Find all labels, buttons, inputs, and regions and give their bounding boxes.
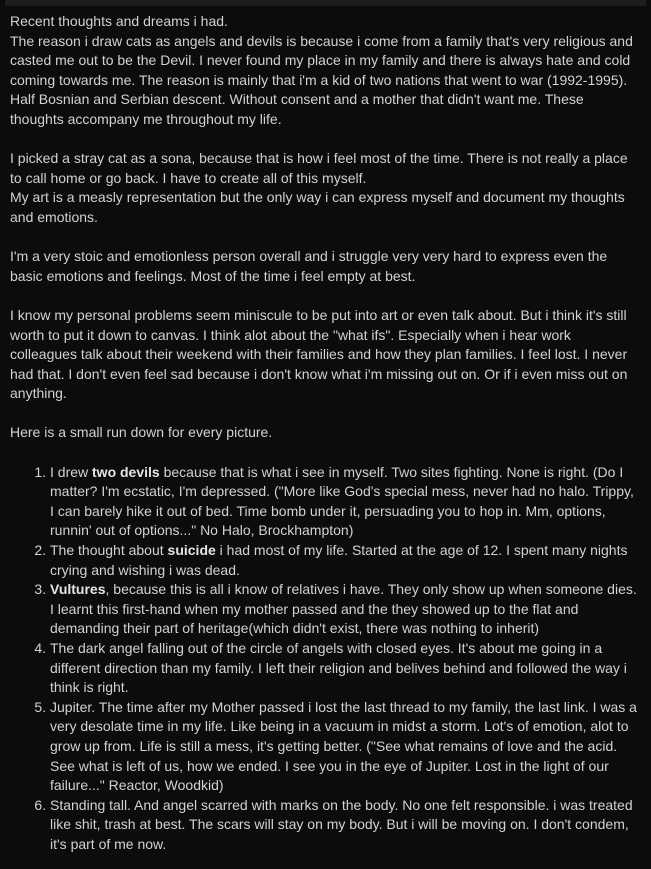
spacer xyxy=(10,443,638,463)
list-item: 6. Standing tall. And angel scarred with marks on the body. No one felt responsible. i was treated like shit, trash at best. The scars will stay on my body. But i will be moving on. I don't condem, it's part of me now. xyxy=(50,796,638,855)
intro-title: Recent thoughts and dreams i had. xyxy=(10,13,228,29)
list-item: 4. The dark angel falling out of the circle of angels with closed eyes. It's about me going in a different direction than my family. I left their religion and belives behind and followed the way i think is right. xyxy=(50,639,638,698)
list-item: 5. Jupiter. The time after my Mother passed i lost the last thread to my family, the last link. I was a very desolate time in my life. Like being in a vacuum in midst a storm. Lot's of emotion, alot to grow up from. Life is still a mess, it's getting better. ("See what remains of love and the acid. See what is left of us, how we ended. I see you in the eye of Jupiter. Lost in the light of our failure..." Reactor, Woodkid) xyxy=(50,698,638,796)
paragraph-art: My art is a measly representation but the only way i can express myself and document my thoughts and emotions. xyxy=(10,189,625,225)
top-divider xyxy=(5,0,646,6)
paragraph-background: The reason i draw cats as angels and devils is because i come from a family that's very religious and casted me out to be the Devil. I never found my place in my family and there is always hate and cold coming towards me. The reason is mainly that i'm a kid of two nations that went to war (1992-1995). Half Bosnian and Serbian descent. Without consent and a mother that didn't want me. These thoughts accompany me throughout my life. xyxy=(10,32,633,127)
list-item: 3. Vultures, because this is all i know of relatives i have. They only show up when someone dies. I learnt this first-hand when my mother passed and the they showed up to the flat and demanding their part of heritage(which didn't exist, there was nothing to inherit) xyxy=(50,580,638,639)
picture-list xyxy=(10,463,638,855)
spacer xyxy=(10,130,638,150)
spacer xyxy=(10,286,638,306)
list-item: 2. The thought about suicide i had most of my life. Started at the age of 12. I spent many nights crying and wishing i was dead. xyxy=(50,541,638,580)
paragraph-problems: I know my personal problems seem miniscule to be put into art or even talk about. But i think it's still worth to put it down to canvas. I think alot about the "what ifs". Especially when i hear work colleagues talk about their weekend with their families and how they plan families. I feel lost. I never had that. I don't even feel sad because i don't know what i'm missing out on. Or if i even miss out on anything. xyxy=(10,306,628,402)
paragraph-rundown-intro: Here is a small run down for every picture. xyxy=(10,424,273,441)
list-item: 1. I drew two devils because that is what i see in myself. Two sites fighting. None is right. (Do I matter? I'm ecstatic, I'm depressed. ("More like God's special mess, never had no halo. Trippy, I can barely hike it out of bed. Time bomb under it, persuading you to hop in. Mm, options, runnin' out of options..." No Halo, Brockhampton) xyxy=(50,463,638,541)
paragraph-sona: I picked a stray cat as a sona, because that is how i feel most of the time. There is not really a place to call home or go back. I have to create all of this myself. xyxy=(10,150,628,186)
post-body xyxy=(10,12,638,855)
paragraph-emotions: I'm a very stoic and emotionless person overall and i struggle very very hard to express even the basic emotions and feelings. Most of the time i feel empty at best. xyxy=(10,248,608,284)
spacer xyxy=(10,228,638,248)
spacer xyxy=(10,404,638,424)
